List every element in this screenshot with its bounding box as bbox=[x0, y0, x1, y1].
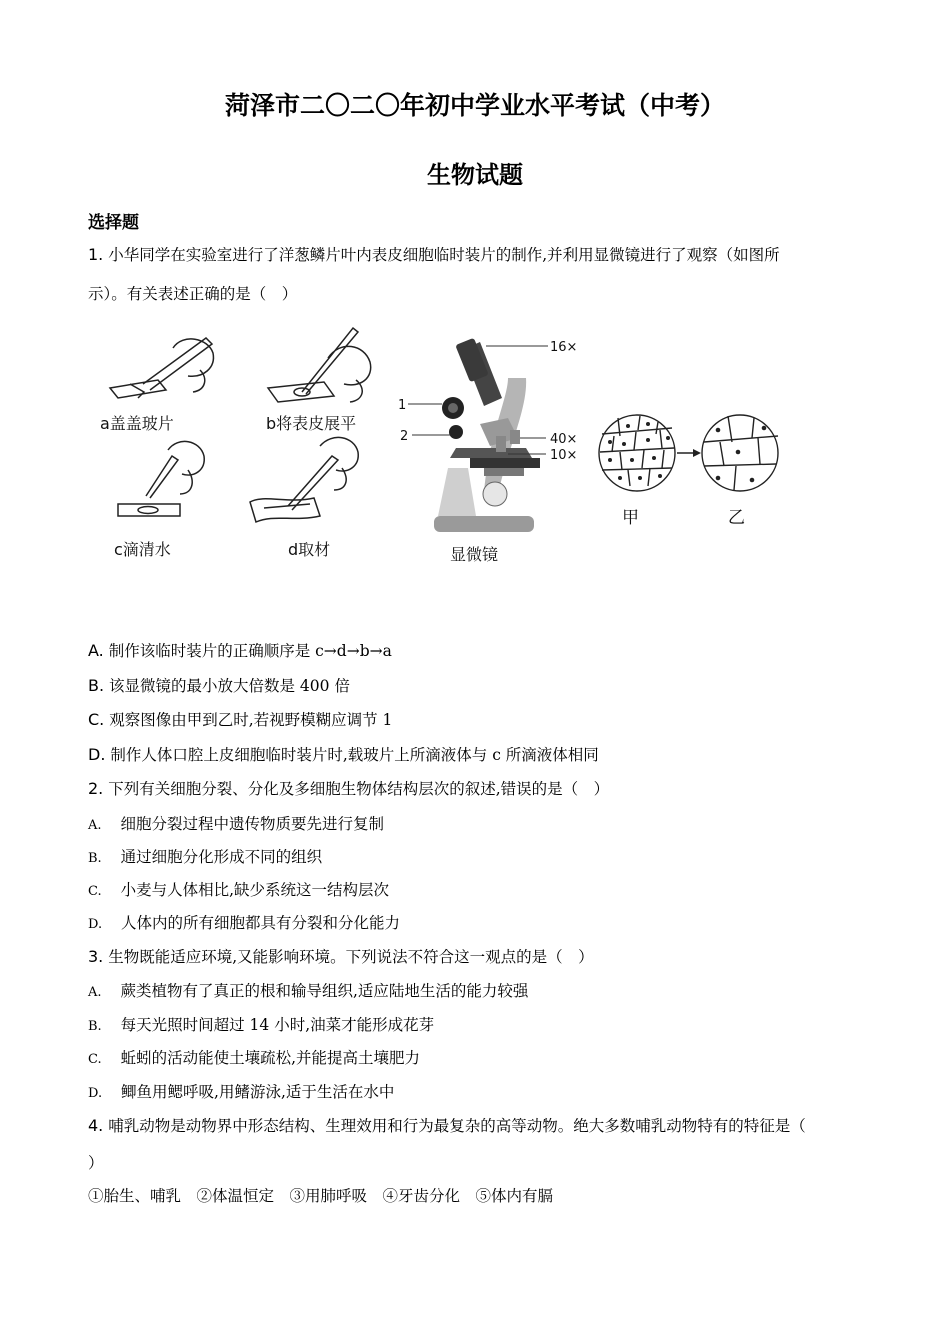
q1-option-b-text: 该显微镜的最小放大倍数是 400 倍 bbox=[109, 677, 350, 695]
q1-option-d-label: D. bbox=[88, 745, 106, 764]
q2-option-a bbox=[88, 812, 384, 834]
q2-number: 2. bbox=[88, 779, 104, 798]
step-d-drawing bbox=[250, 437, 358, 522]
knob-2-label: 2 bbox=[400, 429, 409, 444]
q1-option-a-text: 制作该临时装片的正确顺序是 c→d→b→a bbox=[108, 642, 392, 660]
microscope-drawing bbox=[408, 338, 548, 532]
q1-stem-line1 bbox=[88, 243, 780, 265]
q2-option-b-text: 通过细胞分化形成不同的组织 bbox=[120, 848, 323, 866]
q2-option-c bbox=[88, 878, 389, 900]
q4-choices-line: ①胎生、哺乳 ②体温恒定 ③用肺呼吸 ④牙齿分化 ⑤体内有膈 bbox=[88, 1187, 554, 1205]
exam-subtitle: 生物试题 bbox=[427, 161, 523, 189]
view-b-label: 乙 bbox=[728, 508, 745, 528]
objective-40-label: 40× bbox=[550, 432, 578, 447]
q3-option-d bbox=[88, 1080, 394, 1102]
step-b-label: b将表皮展平 bbox=[266, 414, 357, 433]
q3-option-c-label: C. bbox=[88, 1052, 102, 1067]
q4-stem-line1 bbox=[88, 1114, 806, 1136]
q1-option-c bbox=[88, 708, 392, 730]
step-a-label: a盖盖玻片 bbox=[100, 414, 174, 433]
view-a-label: 甲 bbox=[622, 508, 639, 528]
q3-option-a bbox=[88, 979, 528, 1001]
q2-option-a-label: A. bbox=[88, 818, 102, 833]
q1-option-a bbox=[88, 639, 392, 661]
q1-option-c-label: C. bbox=[88, 710, 105, 729]
q3-option-c-text: 蚯蚓的活动能使土壤疏松,并能提高土壤肥力 bbox=[120, 1049, 420, 1067]
q4-stem-line2: ） bbox=[88, 1154, 104, 1172]
q1-number: 1. bbox=[88, 245, 104, 264]
q2-option-a-text: 细胞分裂过程中遗传物质要先进行复制 bbox=[120, 815, 384, 833]
q1-figure bbox=[88, 318, 808, 580]
q2-option-d-label: D. bbox=[88, 917, 103, 932]
q3-number: 3. bbox=[88, 947, 104, 966]
q1-option-d bbox=[88, 743, 599, 765]
section-heading: 选择题 bbox=[88, 213, 139, 233]
arrow-icon bbox=[677, 449, 701, 457]
q2-option-b bbox=[88, 845, 322, 867]
q2-option-b-label: B. bbox=[88, 851, 102, 866]
q3-option-a-label: A. bbox=[88, 985, 102, 1000]
q3-option-c bbox=[88, 1046, 420, 1068]
step-c-drawing bbox=[118, 441, 204, 516]
q1-option-b-label: B. bbox=[88, 676, 105, 695]
exam-title: 菏泽市二〇二〇年初中学业水平考试（中考） bbox=[224, 91, 725, 120]
view-a-drawing bbox=[599, 415, 675, 491]
q3-stem bbox=[88, 945, 594, 967]
q1-stem-line2: 示）。有关表述正确的是（ ） bbox=[88, 285, 298, 303]
step-b-drawing bbox=[268, 328, 371, 402]
eyepiece-label: 16× bbox=[550, 340, 578, 355]
q1-option-b bbox=[88, 674, 350, 696]
q1-option-c-text: 观察图像由甲到乙时,若视野模糊应调节 1 bbox=[109, 711, 393, 729]
q4-stem-text1: 哺乳动物是动物界中形态结构、生理效用和行为最复杂的高等动物。绝大多数哺乳动物特有的特征是（ bbox=[108, 1117, 806, 1135]
view-b-drawing bbox=[702, 415, 778, 491]
q3-option-a-text: 蕨类植物有了真正的根和输导组织,适应陆地生活的能力较强 bbox=[120, 982, 529, 1000]
q2-option-d bbox=[88, 911, 400, 933]
q2-option-d-text: 人体内的所有细胞都具有分裂和分化能力 bbox=[121, 914, 401, 932]
q4-number: 4. bbox=[88, 1116, 104, 1135]
step-a-drawing bbox=[110, 338, 213, 398]
q3-option-b bbox=[88, 1013, 434, 1035]
knob-1-label: 1 bbox=[398, 398, 407, 413]
step-d-label: d取材 bbox=[288, 540, 331, 559]
q3-option-d-text: 鲫鱼用鳃呼吸,用鳍游泳,适于生活在水中 bbox=[121, 1083, 395, 1101]
q3-option-b-label: B. bbox=[88, 1019, 102, 1034]
q1-stem-text1: 小华同学在实验室进行了洋葱鳞片叶内表皮细胞临时装片的制作,并利用显微镜进行了观察（如图所 bbox=[108, 246, 780, 264]
q1-option-a-label: A. bbox=[88, 641, 104, 660]
q3-option-d-label: D. bbox=[88, 1086, 103, 1101]
q2-option-c-text: 小麦与人体相比,缺少系统这一结构层次 bbox=[120, 881, 389, 899]
q3-stem-text: 生物既能适应环境,又能影响环境。下列说法不符合这一观点的是（ ） bbox=[108, 948, 594, 966]
q2-stem-text: 下列有关细胞分裂、分化及多细胞生物体结构层次的叙述,错误的是（ ） bbox=[108, 780, 610, 798]
q3-option-b-text: 每天光照时间超过 14 小时,油菜才能形成花芽 bbox=[120, 1016, 435, 1034]
microscope-label: 显微镜 bbox=[450, 545, 499, 564]
q2-option-c-label: C. bbox=[88, 884, 102, 899]
q2-stem bbox=[88, 777, 609, 799]
objective-10-label: 10× bbox=[550, 448, 578, 463]
q1-figure-svg bbox=[88, 318, 808, 580]
q1-option-d-text: 制作人体口腔上皮细胞临时装片时,载玻片上所滴液体与 c 所滴液体相同 bbox=[110, 746, 599, 764]
step-c-label: c滴清水 bbox=[114, 540, 171, 559]
